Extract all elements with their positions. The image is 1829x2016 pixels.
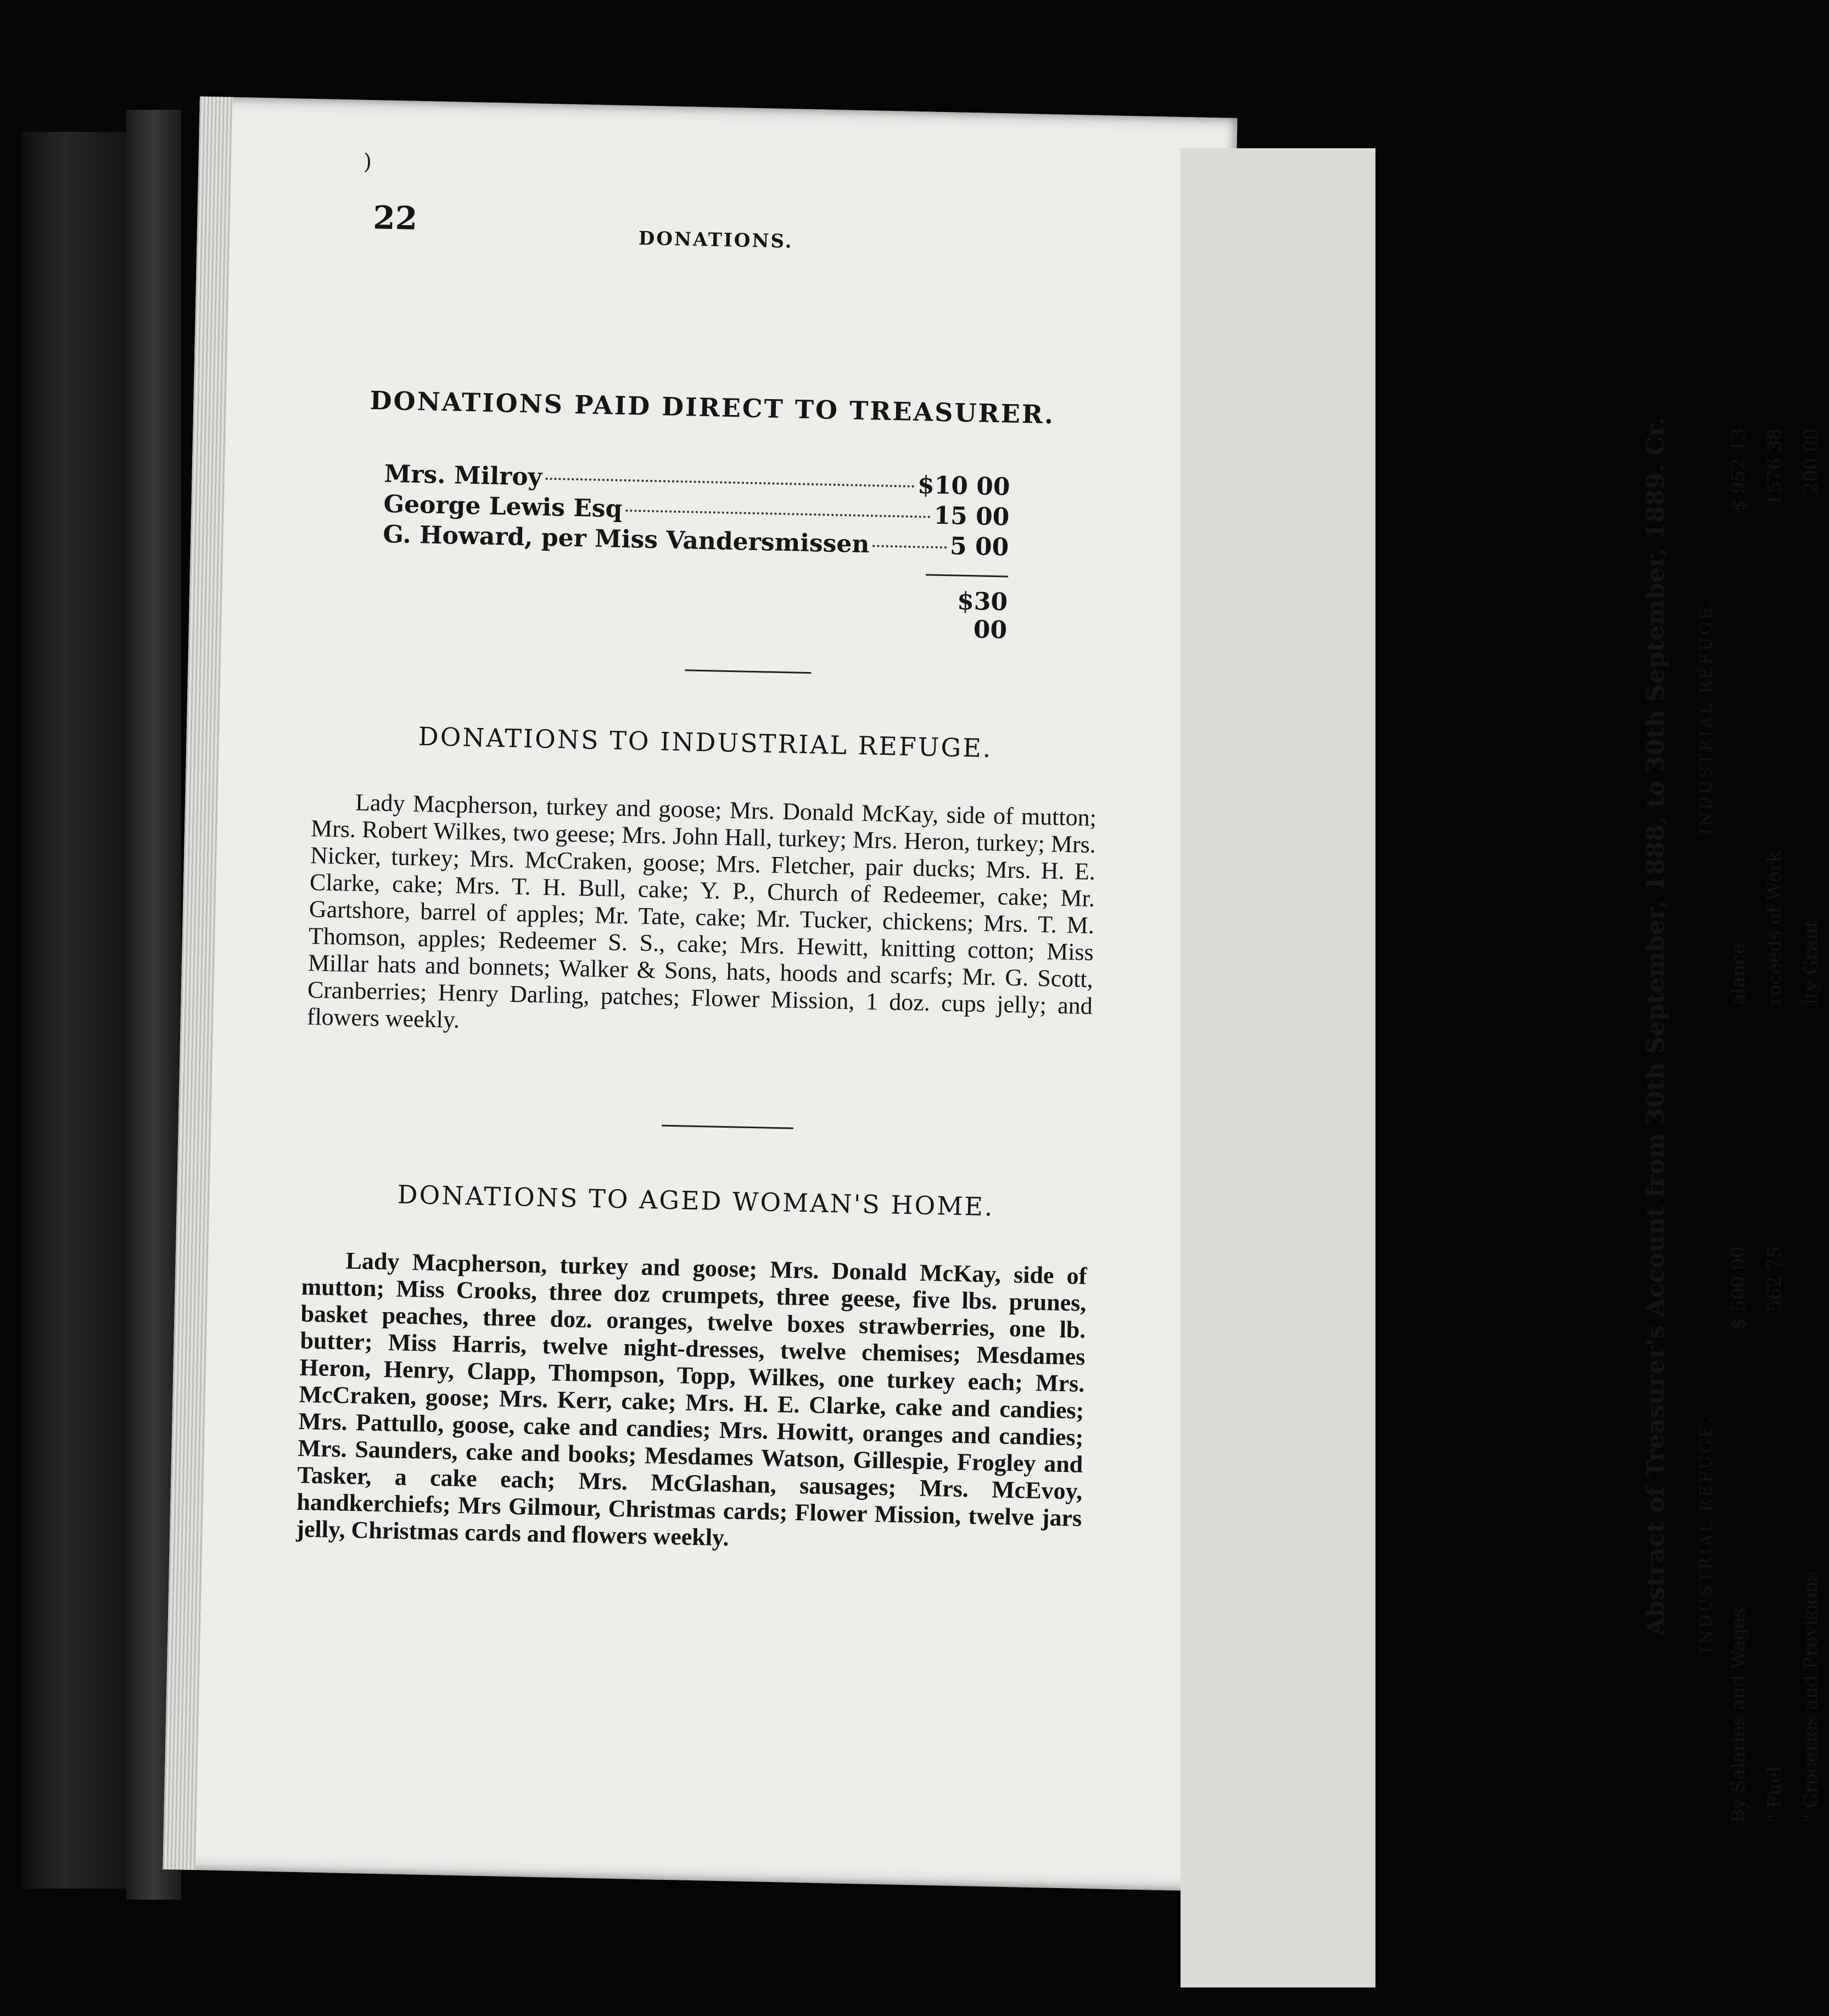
account-row [1757, 428, 1793, 1005]
section-divider [662, 1125, 793, 1129]
rotated-account-table [1642, 148, 1822, 1905]
account-row [1757, 1246, 1793, 1823]
account-row [1720, 428, 1757, 1005]
account-label: " Groceries and Provisions [1800, 1571, 1822, 1823]
account-label: ity Grant [1800, 920, 1822, 1005]
industrial-donations-text: Lady Macpherson, turkey and goose; Mrs. Donald McKay, side of mutton; Mrs. Robert Wilkes, two geese; Mrs. John Hall, turkey; Mrs. Heron, turkey; Mrs. Nicker, turkey; Mrs. McCraken, goose; Mrs. Fletcher, pair ducks; Mrs. H. E. Clarke, cake; Mrs. T. H. Bull, cake; Y. P., Church of Redeemer, cake; Mr. Gartshore, barrel of apples; Mr. Tate, cake; Mr. Tucker, chickens; Mrs. T. M. Thomson, apples; Redeemer S. S., cake; Mrs. Hewitt, knitting cotton; Miss Millar hats and bonnets; Walker & Sons, hats, hoods and scarfs; Mr. G. Scott, Cranberries; Henry Darling, patches; Flower Mission, 1 doz. cups jelly; and flowers weekly. [306, 788, 1097, 1033]
donor-name: George Lewis Esq [383, 490, 623, 523]
donor-name: G. Howard, per Miss Vandersmissen [382, 520, 870, 559]
leader-dots [625, 509, 930, 518]
account-label: alance [1727, 943, 1749, 1005]
donation-amount: 5 00 [949, 532, 1009, 562]
account-row [1793, 428, 1829, 1005]
donation-amount: $10 00 [917, 471, 1010, 501]
industrial-heading: DONATIONS TO INDUSTRIAL REFUGE. [418, 721, 993, 764]
account-row [1720, 1246, 1757, 1823]
section-divider [685, 669, 811, 674]
debit-column [1697, 428, 1829, 1005]
pencil-mark: ) [363, 149, 372, 175]
page-number: 22 [372, 199, 418, 237]
facing-page [1181, 148, 1822, 1987]
donor-name: Mrs. Milroy [384, 460, 542, 491]
account-row [1793, 1246, 1829, 1823]
treasurer-total: $30 00 [957, 587, 1008, 645]
sum-rule [926, 574, 1008, 577]
aged-home-heading: DONATIONS TO AGED WOMAN'S HOME. [397, 1179, 995, 1222]
aged-home-donations-text: Lady Macpherson, turkey and goose; Mrs. Donald McKay, side of mutton; Miss Crooks, three doz crumpets, three geese, five lbs. prunes, basket peaches, three doz. oranges, twelve boxes strawberries, one lb. butter; Miss Harris, twelve night-dresses, twelve chemises; Mesdames Heron, Henry, Clapp, Thompson, Topp, Wilkes, one turkey each; Mrs. McCraken, goose; Mrs. Kerr, cake; Mrs. H. E. Clarke, cake and candies; Mrs. Pattullo, goose, cake and candies; Mrs. Howitt, oranges and candies; Mrs. Saunders, cake and books; Mesdames Watson, Gillespie, Frogley and Tasker, a cake each; Mrs. McGlashan, sausages; Mrs. McEvoy, handkerchiefs; Mrs Gilmour, Christmas cards; Flower Mission, twelve jars jelly, Christmas cards and flowers weekly. [295, 1247, 1087, 1552]
book-cover-edge [22, 132, 126, 1889]
account-label: " Fuel [1764, 1766, 1786, 1823]
account-value: 562 75 [1764, 1246, 1786, 1312]
account-label: roceeds of Work [1764, 851, 1786, 1005]
leader-dots [545, 478, 914, 488]
treasurer-heading: DONATIONS PAID DIRECT TO TREASURER. [370, 385, 1055, 430]
account-label: By Salaries and Wages [1727, 1608, 1749, 1823]
donation-amount: 15 00 [933, 501, 1010, 531]
account-title: Abstract of Treasurer's Account from 30th September, 1888, to 30th September, 1889. Cr. [1642, 417, 1670, 1636]
account-value: $ 500 00 [1727, 1246, 1749, 1330]
credit-column [1697, 1246, 1829, 1823]
account-value: $ 952 13 [1727, 428, 1749, 512]
account-value: 1576 38 [1764, 428, 1786, 506]
credit-heading: INDUSTRIAL REFUGE. [1697, 1416, 1716, 1653]
account-value: 200 00 [1800, 428, 1822, 494]
debit-heading: INDUSTRIAL REFUGE. [1697, 598, 1716, 835]
running-head: DONATIONS. [638, 227, 794, 253]
book-page [163, 97, 1237, 1891]
leader-dots [872, 545, 947, 548]
